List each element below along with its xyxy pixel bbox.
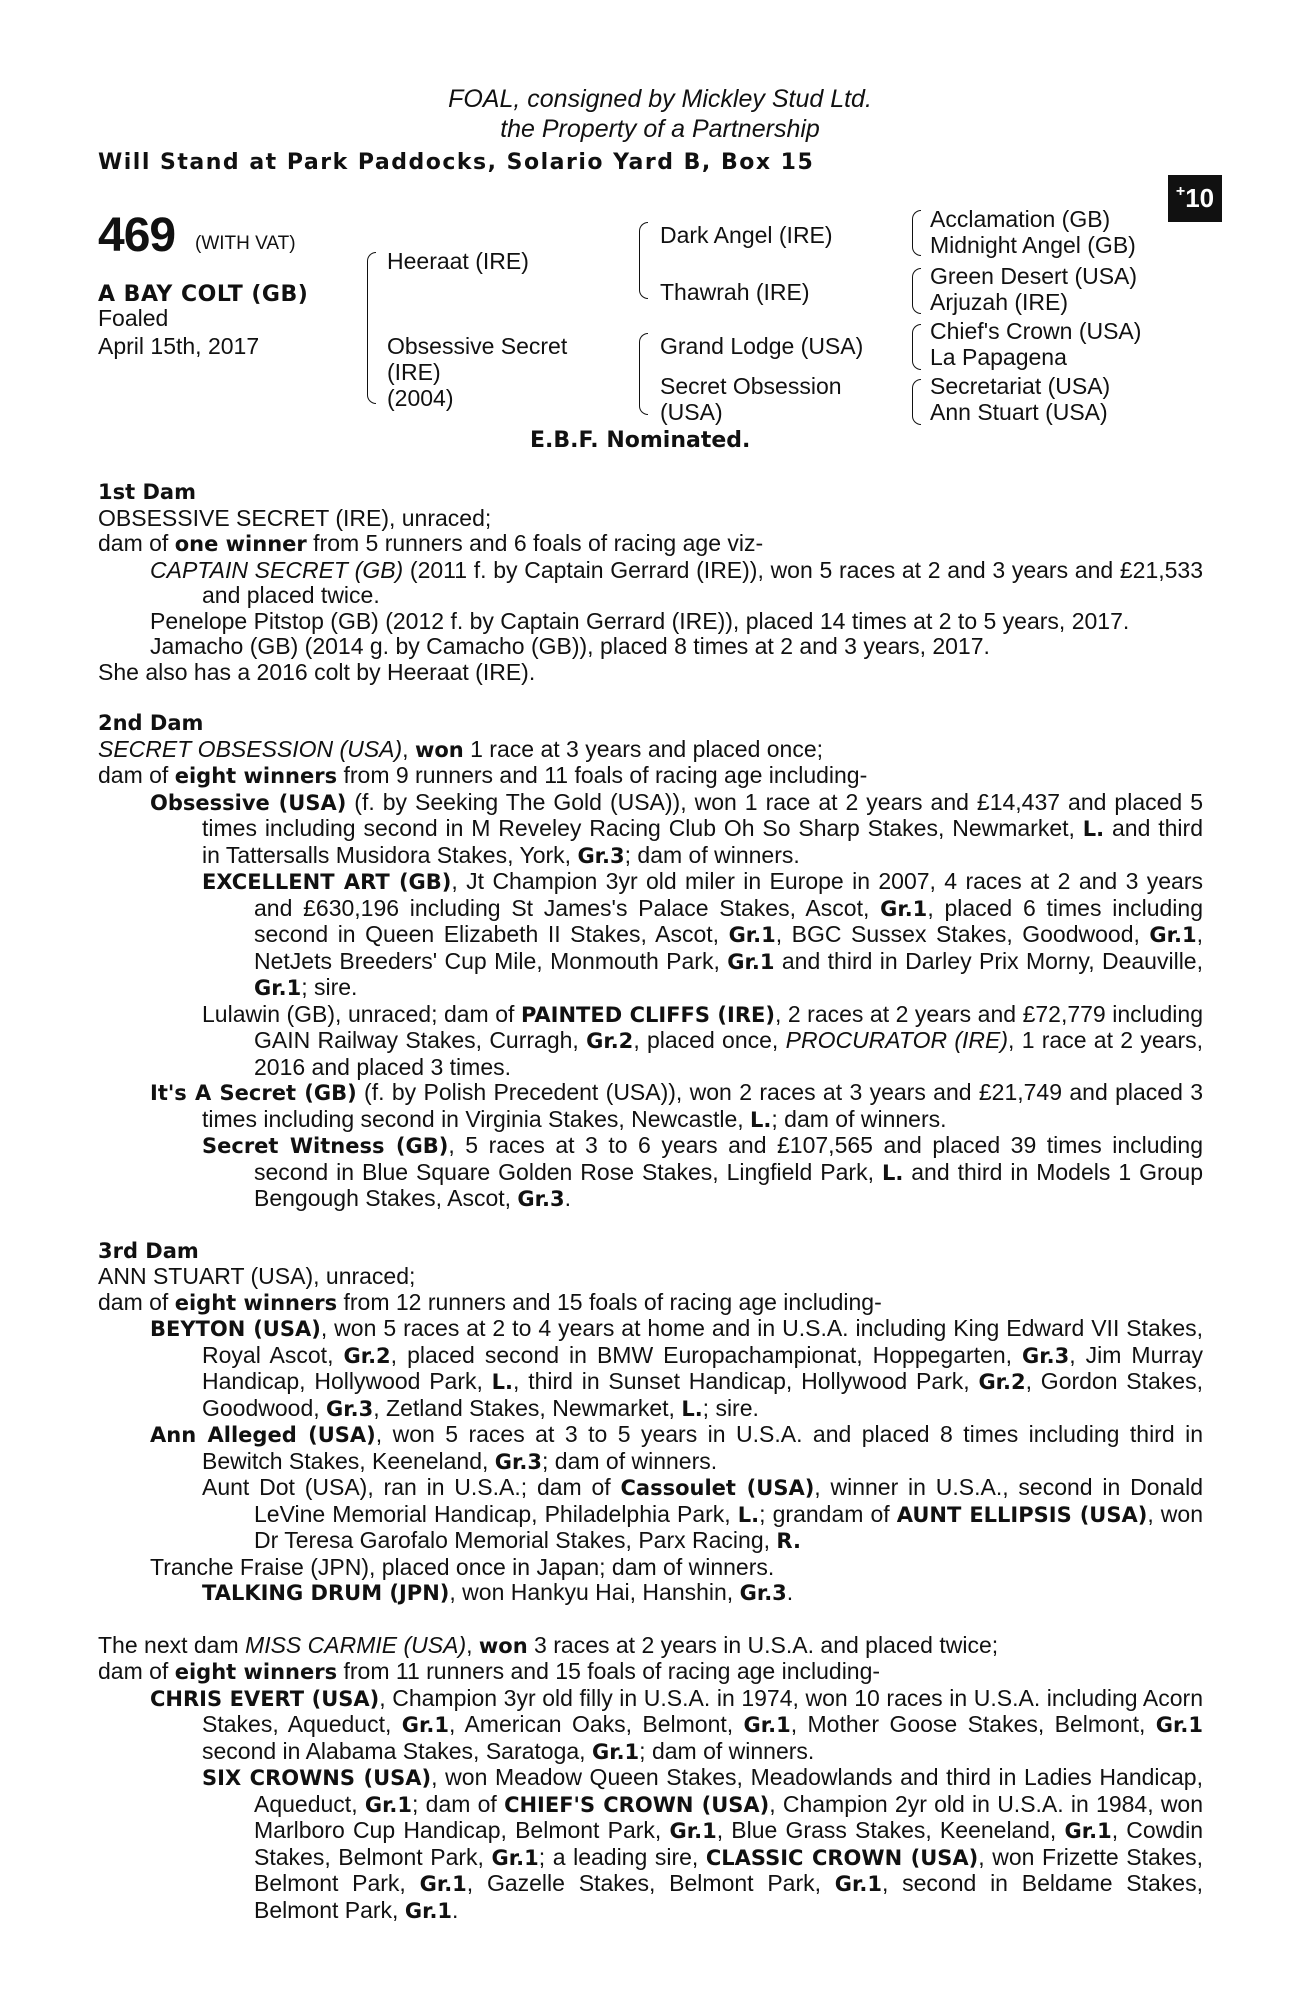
pedigree-brace-main: [367, 252, 376, 404]
produce-entry: BEYTON (USA), won 5 races at 2 to 4 years at home and in U.S.A. including King Edward VII Stakes, Royal Ascot, Gr.2, placed second in BMW Europachampionat, Hoppegarten, Gr.3, Jim Murray Handicap, Hollywood Park, L., third in Sunset Handicap, Hollywood Park, Gr.2, Gordon Stakes, Goodwood, Gr.3, Zetland Stakes, Newmarket, L.; sire.: [150, 1315, 1203, 1421]
consignor-line: FOAL, consigned by Mickley Stud Ltd.: [448, 85, 872, 113]
lot-number: 469: [98, 209, 176, 262]
lot-title: A BAY COLT (GB): [98, 282, 309, 307]
pedigree-ggs2: Green Desert (USA): [930, 263, 1138, 289]
pedigree-sire-sire: Dark Angel (IRE): [660, 222, 833, 248]
next-dam-line: The next dam MISS CARMIE (USA), won 3 races at 2 years in U.S.A. and placed twice;: [98, 1631, 999, 1658]
lot-badge: [1168, 175, 1222, 222]
pedigree-sire: Heeraat (IRE): [387, 248, 529, 274]
pedigree-ggd1: Midnight Angel (GB): [930, 232, 1136, 258]
second-dam-heading: 2nd Dam: [98, 711, 204, 735]
pedigree-ggs4: Secretariat (USA): [930, 373, 1111, 399]
lot-vat: (WITH VAT): [195, 233, 296, 254]
pedigree-brace-g3: [912, 324, 921, 370]
produce-entry: Ann Alleged (USA), won 5 races at 3 to 5 years in U.S.A. and placed 8 times including third in Bewitch Stakes, Keeneland, Gr.3; dam of winners.: [150, 1421, 1203, 1474]
pedigree-ggd4: Ann Stuart (USA): [930, 399, 1108, 425]
pedigree-dam-line2: (IRE): [387, 359, 441, 385]
produce-entry: EXCELLENT ART (GB), Jt Champion 3yr old miler in Europe in 2007, 4 races at 2 and 3 years and £630,196 including St James's Palace Stakes, Ascot, Gr.1, placed 6 times including second in Queen Elizabeth II Stakes, Ascot, Gr.1, BGC Sussex Stakes, Goodwood, Gr.1, NetJets Breeders' Cup Mile, Monmouth Park, Gr.1 and third in Darley Prix Morny, Deauville, Gr.1; sire.: [202, 868, 1203, 1000]
pedigree-brace-dam: [639, 333, 648, 415]
produce-entry: Penelope Pitstop (GB) (2012 f. by Captain Gerrard (IRE)), placed 14 times at 2 to 5 years, 2017.: [150, 607, 1130, 634]
property-line: the Property of a Partnership: [500, 115, 820, 143]
produce-entry: Aunt Dot (USA), ran in U.S.A.; dam of Cassoulet (USA), winner in U.S.A., second in Donald LeVine Memorial Handicap, Philadelphia Park, L.; grandam of AUNT ELLIPSIS (USA), won Dr Teresa Garofalo Memorial Stakes, Parx Racing, R.: [202, 1474, 1203, 1553]
pedigree-ggd3: La Papagena: [930, 344, 1067, 370]
pedigree-brace-g4: [912, 379, 921, 425]
pedigree-dam-sire: Grand Lodge (USA): [660, 333, 864, 359]
produce-entry: CHRIS EVERT (USA), Champion 3yr old filly in U.S.A. in 1974, won 10 races in U.S.A. including Acorn Stakes, Aqueduct, Gr.1, American Oaks, Belmont, Gr.1, Mother Goose Stakes, Belmont, Gr.1 second in Alabama Stakes, Saratoga, Gr.1; dam of winners.: [150, 1684, 1204, 1764]
badge-number: 10: [1185, 183, 1215, 213]
produce-entry: Secret Witness (GB), 5 races at 3 to 6 years and £107,565 and placed 39 times including second in Blue Square Golden Rose Stakes, Lingfield Park, L. and third in Models 1 Group Bengough Stakes, Ascot, Gr.3.: [202, 1132, 1204, 1211]
first-dam-also: She also has a 2016 colt by Heeraat (IRE).: [98, 658, 536, 685]
produce-entry: SIX CROWNS (USA), won Meadow Queen Stakes, Meadowlands and third in Ladies Handicap, Aqueduct, Gr.1; dam of CHIEF'S CROWN (USA), Champion 2yr old in U.S.A. in 1984, won Marlboro Cup Handicap, Belmont Park, Gr.1, Blue Grass Stakes, Keeneland, Gr.1, Cowdin Stakes, Belmont Park, Gr.1; a leading sire, CLASSIC CROWN (USA), won Frizette Stakes, Belmont Park, Gr.1, Gazelle Stakes, Belmont Park, Gr.1, second in Beldame Stakes, Belmont Park, Gr.1.: [202, 1764, 1204, 1923]
pedigree-sire-dam: Thawrah (IRE): [660, 279, 810, 305]
second-dam-line: SECRET OBSESSION (USA), won 1 race at 3 years and placed once;: [98, 735, 824, 762]
pedigree-brace-sire: [639, 222, 648, 299]
produce-entry: CAPTAIN SECRET (GB) (2011 f. by Captain Gerrard (IRE)), won 5 races at 2 and 3 years and £21,533 and placed twice.: [150, 556, 1204, 608]
pedigree-dam-line3: (2004): [387, 385, 454, 411]
ebf-nominated: E.B.F. Nominated.: [530, 428, 751, 453]
second-dam-produce-line: dam of eight winners from 9 runners and 11 foals of racing age including-: [98, 762, 868, 788]
pedigree-dam-dam-line1: Secret Obsession: [660, 373, 842, 399]
first-dam-produce-line: dam of one winner from 5 runners and 6 foals of racing age viz-: [98, 530, 764, 556]
pedigree-ggs3: Chief's Crown (USA): [930, 318, 1142, 344]
pedigree-ggs1: Acclamation (GB): [930, 206, 1111, 232]
produce-entry: Jamacho (GB) (2014 g. by Camacho (GB)), placed 8 times at 2 and 3 years, 2017.: [150, 633, 990, 659]
third-dam-heading: 3rd Dam: [98, 1238, 199, 1263]
produce-entry: TALKING DRUM (JPN), won Hankyu Hai, Hanshin, Gr.3.: [202, 1579, 794, 1605]
produce-entry: Tranche Fraise (JPN), placed once in Japan; dam of winners.: [150, 1553, 775, 1580]
pedigree-ggd2: Arjuzah (IRE): [930, 289, 1069, 315]
foaled-label: Foaled: [98, 305, 169, 331]
produce-entry: Obsessive (USA) (f. by Seeking The Gold (USA)), won 1 race at 2 years and £14,437 and placed 5 times including second in M Reveley Racing Club Oh So Sharp Stakes, Newmarket, L. and third in Tattersalls Musidora Stakes, York, Gr.3; dam of winners.: [150, 788, 1203, 868]
catalogue-body: [98, 480, 1203, 1924]
produce-entry: Lulawin (GB), unraced; dam of PAINTED CLIFFS (IRE), 2 races at 2 years and £72,779 including GAIN Railway Stakes, Curragh, Gr.2, placed once, PROCURATOR (IRE), 1 race at 2 years, 2016 and placed 3 times.: [202, 1000, 1204, 1080]
stand-location: Will Stand at Park Paddocks, Solario Yard B, Box 15: [98, 150, 815, 175]
foaled-date: April 15th, 2017: [98, 333, 260, 359]
pedigree-brace-g2: [912, 268, 921, 314]
next-dam-produce-line: dam of eight winners from 11 runners and 15 foals of racing age including-: [98, 1658, 881, 1684]
first-dam-line: OBSESSIVE SECRET (IRE), unraced;: [98, 504, 492, 531]
pedigree-dam-line1: Obsessive Secret: [387, 333, 568, 359]
produce-entry: It's A Secret (GB) (f. by Polish Precedent (USA)), won 2 races at 3 years and £21,749 and placed 3 times including second in Virginia Stakes, Newcastle, L.; dam of winners.: [150, 1079, 1203, 1132]
third-dam-produce-line: dam of eight winners from 12 runners and 15 foals of racing age including-: [98, 1288, 882, 1315]
pedigree-brace-g1: [912, 210, 921, 256]
first-dam-heading: 1st Dam: [98, 480, 196, 504]
badge-plus: +: [1175, 183, 1186, 200]
third-dam-line: ANN STUART (USA), unraced;: [98, 1263, 416, 1289]
pedigree-dam-dam-line2: (USA): [660, 399, 723, 425]
